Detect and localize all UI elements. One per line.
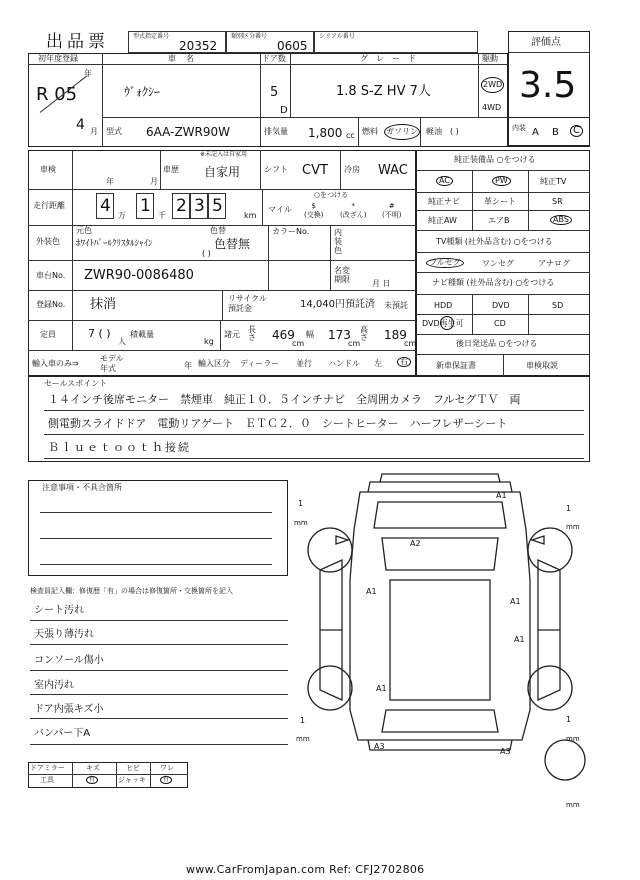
car-name: ｳﾞｫｸｼｰ <box>124 85 161 99</box>
damage-mark-front-bumper: A1 <box>496 491 507 500</box>
first-reg-month: 4 <box>76 117 85 133</box>
use-label: 車歴 <box>163 165 179 174</box>
length-value: 469 <box>272 328 295 342</box>
tv-fullseg: フルセグ <box>426 258 464 268</box>
mileage-digit-5: 5 <box>212 196 223 216</box>
navi-sd: SD <box>552 301 564 310</box>
damage-mark-rear-bumper-left: A3 <box>374 742 385 751</box>
chassis-value: ZWR90-0086480 <box>84 268 194 283</box>
legend-scratch: キズ <box>86 764 100 772</box>
tire-fr-unit: mm <box>566 523 580 531</box>
notes-box <box>28 480 288 576</box>
door-type: D <box>280 105 288 116</box>
damage-mark-hood: A2 <box>410 539 421 548</box>
type-label: 型式 <box>106 127 122 136</box>
handle-right: 右 <box>397 357 411 367</box>
damage-mark-left-front-door: A1 <box>366 587 377 596</box>
mileage-label: 走行距離 <box>33 201 65 210</box>
first-reg-year: R 05 <box>36 84 78 105</box>
grade-label: グレード <box>360 54 424 63</box>
reg-value: 抹消 <box>90 297 117 312</box>
shift-label: シフト <box>264 165 288 174</box>
sales-line-2: 側電動スライドドア 電動リアゲート ＥＴＣ２．０ シートヒーター ハーフレザーシート <box>48 417 508 430</box>
disp-value: 1,800 <box>308 126 343 140</box>
legend-jack: ジャッキ <box>118 776 146 784</box>
use-note: ※未記入は自家用 <box>200 151 248 158</box>
navi-cd: CD <box>494 319 506 328</box>
meter-opt-exchange: $ (交換) <box>304 202 324 219</box>
import-div-label: 輸入区分 <box>198 359 230 368</box>
model-cert-cell <box>128 31 226 53</box>
docs-manual: 車検取説 <box>526 361 558 370</box>
height-unit: cm <box>404 339 417 348</box>
note-item-2: 天張り薄汚れ <box>34 629 94 640</box>
recycle-value: 14,040円預託済 <box>300 299 375 310</box>
type-value: 6AA-ZWR90W <box>146 125 231 139</box>
equip-aw: 純正AW <box>428 216 457 225</box>
mileage-digit-4: 3 <box>194 196 205 216</box>
tv-oneseg: ワンセグ <box>482 259 514 268</box>
docs-head: 後日発送品 ○をつける <box>456 339 538 348</box>
class-value: 0605 <box>277 39 308 53</box>
note-item-1: シート汚れ <box>34 605 84 616</box>
meter-opt-altered: * (改ざん) <box>340 202 367 219</box>
legend-tools-have: 有 <box>86 776 98 784</box>
handle-label: ハンドル <box>328 359 360 368</box>
shaken-year: 年 <box>106 177 114 186</box>
interior-color-label: 内装色 <box>334 228 342 255</box>
name-change-value: 月 日 <box>372 279 391 288</box>
handle-left: 左 <box>374 359 382 368</box>
damage-mark-right-front-door: A1 <box>510 597 521 606</box>
damage-mark-left-rear-door: A1 <box>376 684 387 693</box>
mileage-man: 万 <box>118 211 126 220</box>
tire-rl-depth: 1 <box>300 716 306 725</box>
tv-analog: アナログ <box>538 259 570 268</box>
use-value: 自家用 <box>204 165 241 179</box>
sheet-title: 出品票 <box>46 32 109 52</box>
import-dealer: ディーラー <box>240 359 280 368</box>
import-parallel: 並行 <box>296 359 312 368</box>
navi-hdd: HDD <box>434 301 453 310</box>
drive-label: 駆動 <box>482 54 498 63</box>
equip-airbag: エアB <box>488 216 510 225</box>
import-label: 輸入車のみ⇒ <box>32 359 79 368</box>
docs-warranty: 新車保証書 <box>436 361 476 370</box>
length-label: 長さ <box>248 325 256 342</box>
equip-ac: AC <box>436 176 453 186</box>
mileage-sen: 千 <box>158 211 166 220</box>
interior-c: C <box>570 125 583 137</box>
note-item-6: バンパー下A <box>34 728 91 739</box>
color-label: 外装色 <box>36 237 60 246</box>
color-change-label: 色替 <box>210 226 226 235</box>
legend-break: ワレ <box>160 764 174 772</box>
spare-tire-unit: mm <box>566 801 580 809</box>
drive-4wd: 4WD <box>482 103 502 112</box>
shift-value: CVT <box>302 163 328 178</box>
shaken-month: 月 <box>150 177 158 186</box>
shaken-label: 車検 <box>40 165 56 174</box>
fuel-label: 燃料 <box>362 127 378 136</box>
tire-rl-unit: mm <box>296 735 310 743</box>
capacity-unit: 人 <box>118 337 126 346</box>
doors-value: 5 <box>270 85 279 100</box>
sales-points-label: セールスポイント <box>44 379 108 388</box>
damage-mark-rear-bumper-right: A3 <box>500 747 511 756</box>
equip-leather: 革シート <box>484 197 516 206</box>
color-change-paren: ( ) <box>202 249 211 258</box>
reg-label: 登録No. <box>36 300 66 309</box>
tire-rr-unit: mm <box>566 735 580 743</box>
mileage-unit: km <box>244 211 257 220</box>
std-equip-head: 純正装備品 ○をつける <box>454 155 536 164</box>
recycle-unpaid: 未預託 <box>384 301 408 310</box>
tv-head: TV種類 (社外品含む) ○をつける <box>436 237 553 246</box>
drive-2wd: 2WD <box>481 77 504 93</box>
mileage-digit-2: 1 <box>140 196 151 216</box>
size-label: 諸元 <box>224 330 240 339</box>
legend-tools: 工具 <box>40 776 54 784</box>
legend-crack: ヒビ <box>126 764 140 772</box>
interior-b: B <box>552 127 559 138</box>
name-change-label: 名変期限 <box>334 266 350 284</box>
recycle-label: リサイクル預託金 <box>228 294 267 313</box>
equip-tv: 純正TV <box>540 177 567 186</box>
width-value: 173 <box>328 328 351 342</box>
height-value: 189 <box>384 328 407 342</box>
note-item-5: ドア内張キズ小 <box>34 704 104 715</box>
load-label: 積載量 <box>130 330 154 339</box>
tire-fr-depth: 1 <box>566 504 572 513</box>
equip-abs: ABS <box>550 215 572 225</box>
interior-a: A <box>532 127 539 138</box>
damage-mark-right-rear-door: A1 <box>514 635 525 644</box>
equip-sr: SR <box>552 197 563 206</box>
watermark: www.CarFromJapan.com Ref: CFJ2702806 <box>186 863 425 876</box>
length-unit: cm <box>292 339 305 348</box>
mileage-digit-1: 4 <box>100 196 111 216</box>
disp-label: 排気量 <box>264 127 288 136</box>
equip-navi: 純正ナビ <box>428 197 460 206</box>
car-name-label: 車名 <box>168 54 204 63</box>
score-value: 3.5 <box>519 65 577 106</box>
year-unit: 年 <box>84 69 92 78</box>
tire-fl-unit: mm <box>294 519 308 527</box>
model-cert-value: 20352 <box>179 39 218 53</box>
ac-label: 冷房 <box>344 165 360 174</box>
load-unit: kg <box>204 337 214 346</box>
first-reg-label: 初年度登録 <box>38 54 78 63</box>
serial-label: シリアル番号 <box>319 33 355 40</box>
legend-mirror: ドアミラー <box>30 764 65 772</box>
width-label: 幅 <box>306 330 314 339</box>
navi-head: ナビ種類 (社外品含む) ○をつける <box>432 278 555 287</box>
oil-label: 軽油 <box>426 127 442 136</box>
navi-dvd-play: DVD再生可 <box>422 319 464 328</box>
height-label: 高さ <box>360 325 368 342</box>
chassis-label: 車台No. <box>36 271 66 280</box>
inspector-label: 検査員記入欄：修復歴「有」の場合は修復箇所・交換箇所を記入 <box>30 587 233 595</box>
width-unit: cm <box>348 339 361 348</box>
color-no-label: カラーNo. <box>272 227 310 236</box>
interior-label: 内装 <box>512 124 526 132</box>
orig-color-label: 元色 <box>76 226 92 235</box>
tire-rr-depth: 1 <box>566 715 572 724</box>
capacity-value: 7 ( ) <box>88 327 111 340</box>
model-year-unit: 年 <box>184 361 192 370</box>
tire-fl-depth: 1 <box>298 499 304 508</box>
doors-label: ドア数 <box>262 54 286 63</box>
oil-paren: ( ) <box>450 127 459 136</box>
score-label: 評価点 <box>531 37 561 48</box>
orig-color-value: ﾎﾜｲﾄﾊﾟｰﾙｸﾘｽﾀﾙｼｬｲﾝ <box>76 239 153 249</box>
model-year-label: モデル年式 <box>100 354 124 373</box>
meter-head: ○をつける <box>314 191 349 199</box>
grade-value: 1.8 S-Z HV 7人 <box>336 84 431 99</box>
sales-line-3: Ｂｌｕｅｔｏｏｔｈ接続 <box>48 441 191 454</box>
meter-opt-mile: マイル <box>268 205 292 214</box>
car-diagram <box>290 470 590 810</box>
month-unit: 月 <box>90 127 98 136</box>
mileage-digit-3: 2 <box>176 196 187 216</box>
notes-label: 注意事項・不具合箇所 <box>42 483 122 492</box>
navi-dvd: DVD <box>492 301 510 310</box>
serial-cell <box>314 31 478 53</box>
equip-pw: PW <box>492 176 511 186</box>
sales-line-1: １４インチ後席モニター 禁煙車 純正１０．５インチナビ 全周囲カメラ フルセグＴＶ 両 <box>48 393 521 406</box>
class-cell <box>226 31 314 53</box>
class-label: 類別区分番号 <box>231 33 268 40</box>
capacity-label: 定員 <box>40 330 56 339</box>
note-item-4: 室内汚れ <box>34 680 74 691</box>
legend-jack-have: 有 <box>160 776 172 784</box>
meter-opt-unknown: # (不明) <box>382 202 402 219</box>
model-cert-label: 型式指定番号 <box>133 33 170 40</box>
disp-unit: cc <box>346 131 355 140</box>
ac-value: WAC <box>378 163 408 178</box>
color-change-value: 色替無 <box>214 237 251 251</box>
note-item-3: コンソール傷小 <box>34 655 104 666</box>
fuel-gasoline: ガソリン <box>384 124 420 140</box>
